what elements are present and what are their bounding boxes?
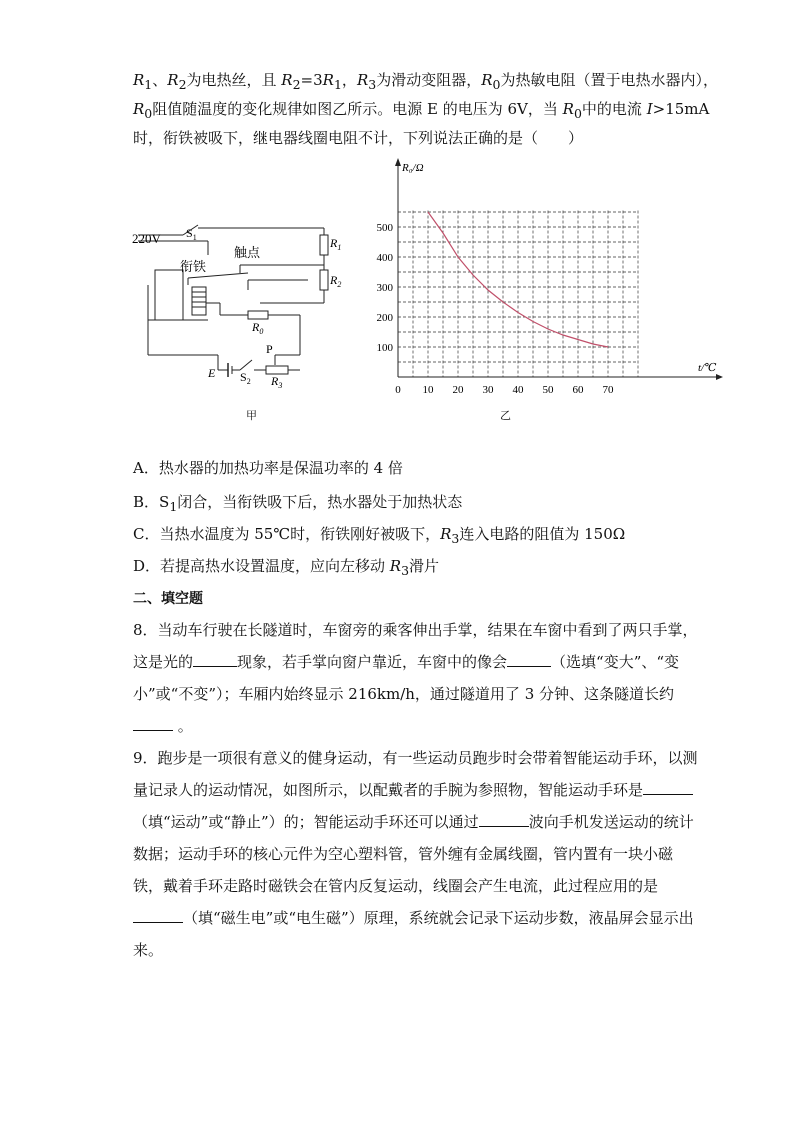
y-tick-label: 400 [376,252,393,264]
q8-blank-2[interactable] [507,652,551,667]
label-s2: $S_2$ [240,370,251,386]
section-title: 二、填空题 [133,591,203,607]
x-tick-label: 50 [542,384,554,396]
q9-line-1: 9．跑步是一项很有意义的健身运动，有一些运动员跑步时会带着智能运动手环，以测 [133,749,698,767]
y-tick-label: 200 [376,312,393,324]
q8-line-4: 。 [133,716,193,736]
y-axis-arrow [395,158,401,166]
q8-blank-1[interactable] [193,652,237,667]
q9-blank-2[interactable] [479,812,529,827]
q9-line-7: 来。 [133,941,164,959]
y-axis-label: R₀/Ω [402,162,424,174]
label-contact: 触点 [234,245,261,260]
option-a: A．热水器的加热功率是保温功率的 4 倍 [133,459,403,477]
circuit-caption: 甲 [246,409,257,422]
label-220v: 220V [132,231,161,246]
label-e: E [208,366,216,380]
q9-line-3: （填“运动”或“静止”）的；智能运动手环还可以通过 波向手机发送运动的统计 [133,813,694,831]
label-r3: $R_3$ [271,374,283,390]
intro-line-1: $R_1$、$R_2$为电热丝，且 $R_2=3R_1$，$R_3$为滑动变阻器，$R_0$为热敏电阻（置于电热水器内）， [133,71,718,92]
x-tick-label: 0 [395,384,401,396]
q8-line-3: 小”或“不变”）；车厢内始终显示 216km/h，通过隧道用了 3 分钟、这条隧道长约 [133,685,675,703]
r0-temperature-chart [365,155,717,396]
x-tick-label: 10 [422,384,434,396]
q9-line-6: （填“磁生电”或“电生磁”）原理，系统就会记录下运动步数，液晶屏会显示出 [133,908,694,928]
y-tick-label: 500 [376,222,393,234]
label-r1: $R_1$ [330,236,342,252]
option-c: C．当热水温度为 55℃时，衔铁刚好被吸下，$R_3$连入电路的阻值为 150Ω [133,525,626,546]
label-r0: $R_0$ [252,320,264,336]
y-tick-label: 300 [376,282,393,294]
q9-line-5: 铁，戴着手环走路时磁铁会在管内反复运动，线圈会产生电流，此过程应用的是 [133,877,659,895]
x-tick-label: 70 [602,384,614,396]
x-tick-label: 40 [512,384,524,396]
graph-caption: 乙 [500,409,511,422]
x-tick-label: 30 [482,384,494,396]
option-b: B．$S_1$闭合，当衔铁吸下后，热水器处于加热状态 [133,493,463,514]
q9-line-2: 量记录人的运动情况，如图所示，以配戴者的手腕为参照物，智能运动手环是 [133,780,693,800]
q8-line-1: 8．当动车行驶在长隧道时，车窗旁的乘客伸出手掌，结果在车窗中看到了两只手掌， [133,621,698,639]
label-r2: $R_2$ [330,273,342,289]
q9-line-4: 数据；运动手环的核心元件为空心塑料管，管外缠有金属线圈，管内置有一块小磁 [133,845,674,863]
intro-line-3: 时，衔铁被吸下，继电器线圈电阻不计，下列说法正确的是（ ） [133,129,584,147]
label-s1: $S_1$ [186,226,197,242]
q8-line-2: 这是光的 现象，若手掌向窗户靠近，车窗中的像会 （选填“变大”、“变 [133,653,680,671]
y-tick-label: 100 [376,342,393,354]
label-armature: 衔铁 [180,259,207,274]
x-tick-label: 60 [572,384,584,396]
intro-line-2: $R_0$阻值随温度的变化规律如图乙所示。电源 E 的电压为 6V，当 $R_0$中的电流 I>15mA [133,100,710,121]
x-axis-arrow [716,374,723,380]
q8-blank-3[interactable] [133,716,173,731]
q9-blank-1[interactable] [643,780,693,795]
x-tick-label: 20 [452,384,464,396]
circuit-diagram [128,195,343,390]
x-axis-label: t/℃ [698,362,717,374]
q9-blank-3[interactable] [133,908,183,923]
option-d: D．若提高热水设置温度，应向左移动 $R_3$滑片 [133,557,440,578]
label-p: P [266,342,273,356]
